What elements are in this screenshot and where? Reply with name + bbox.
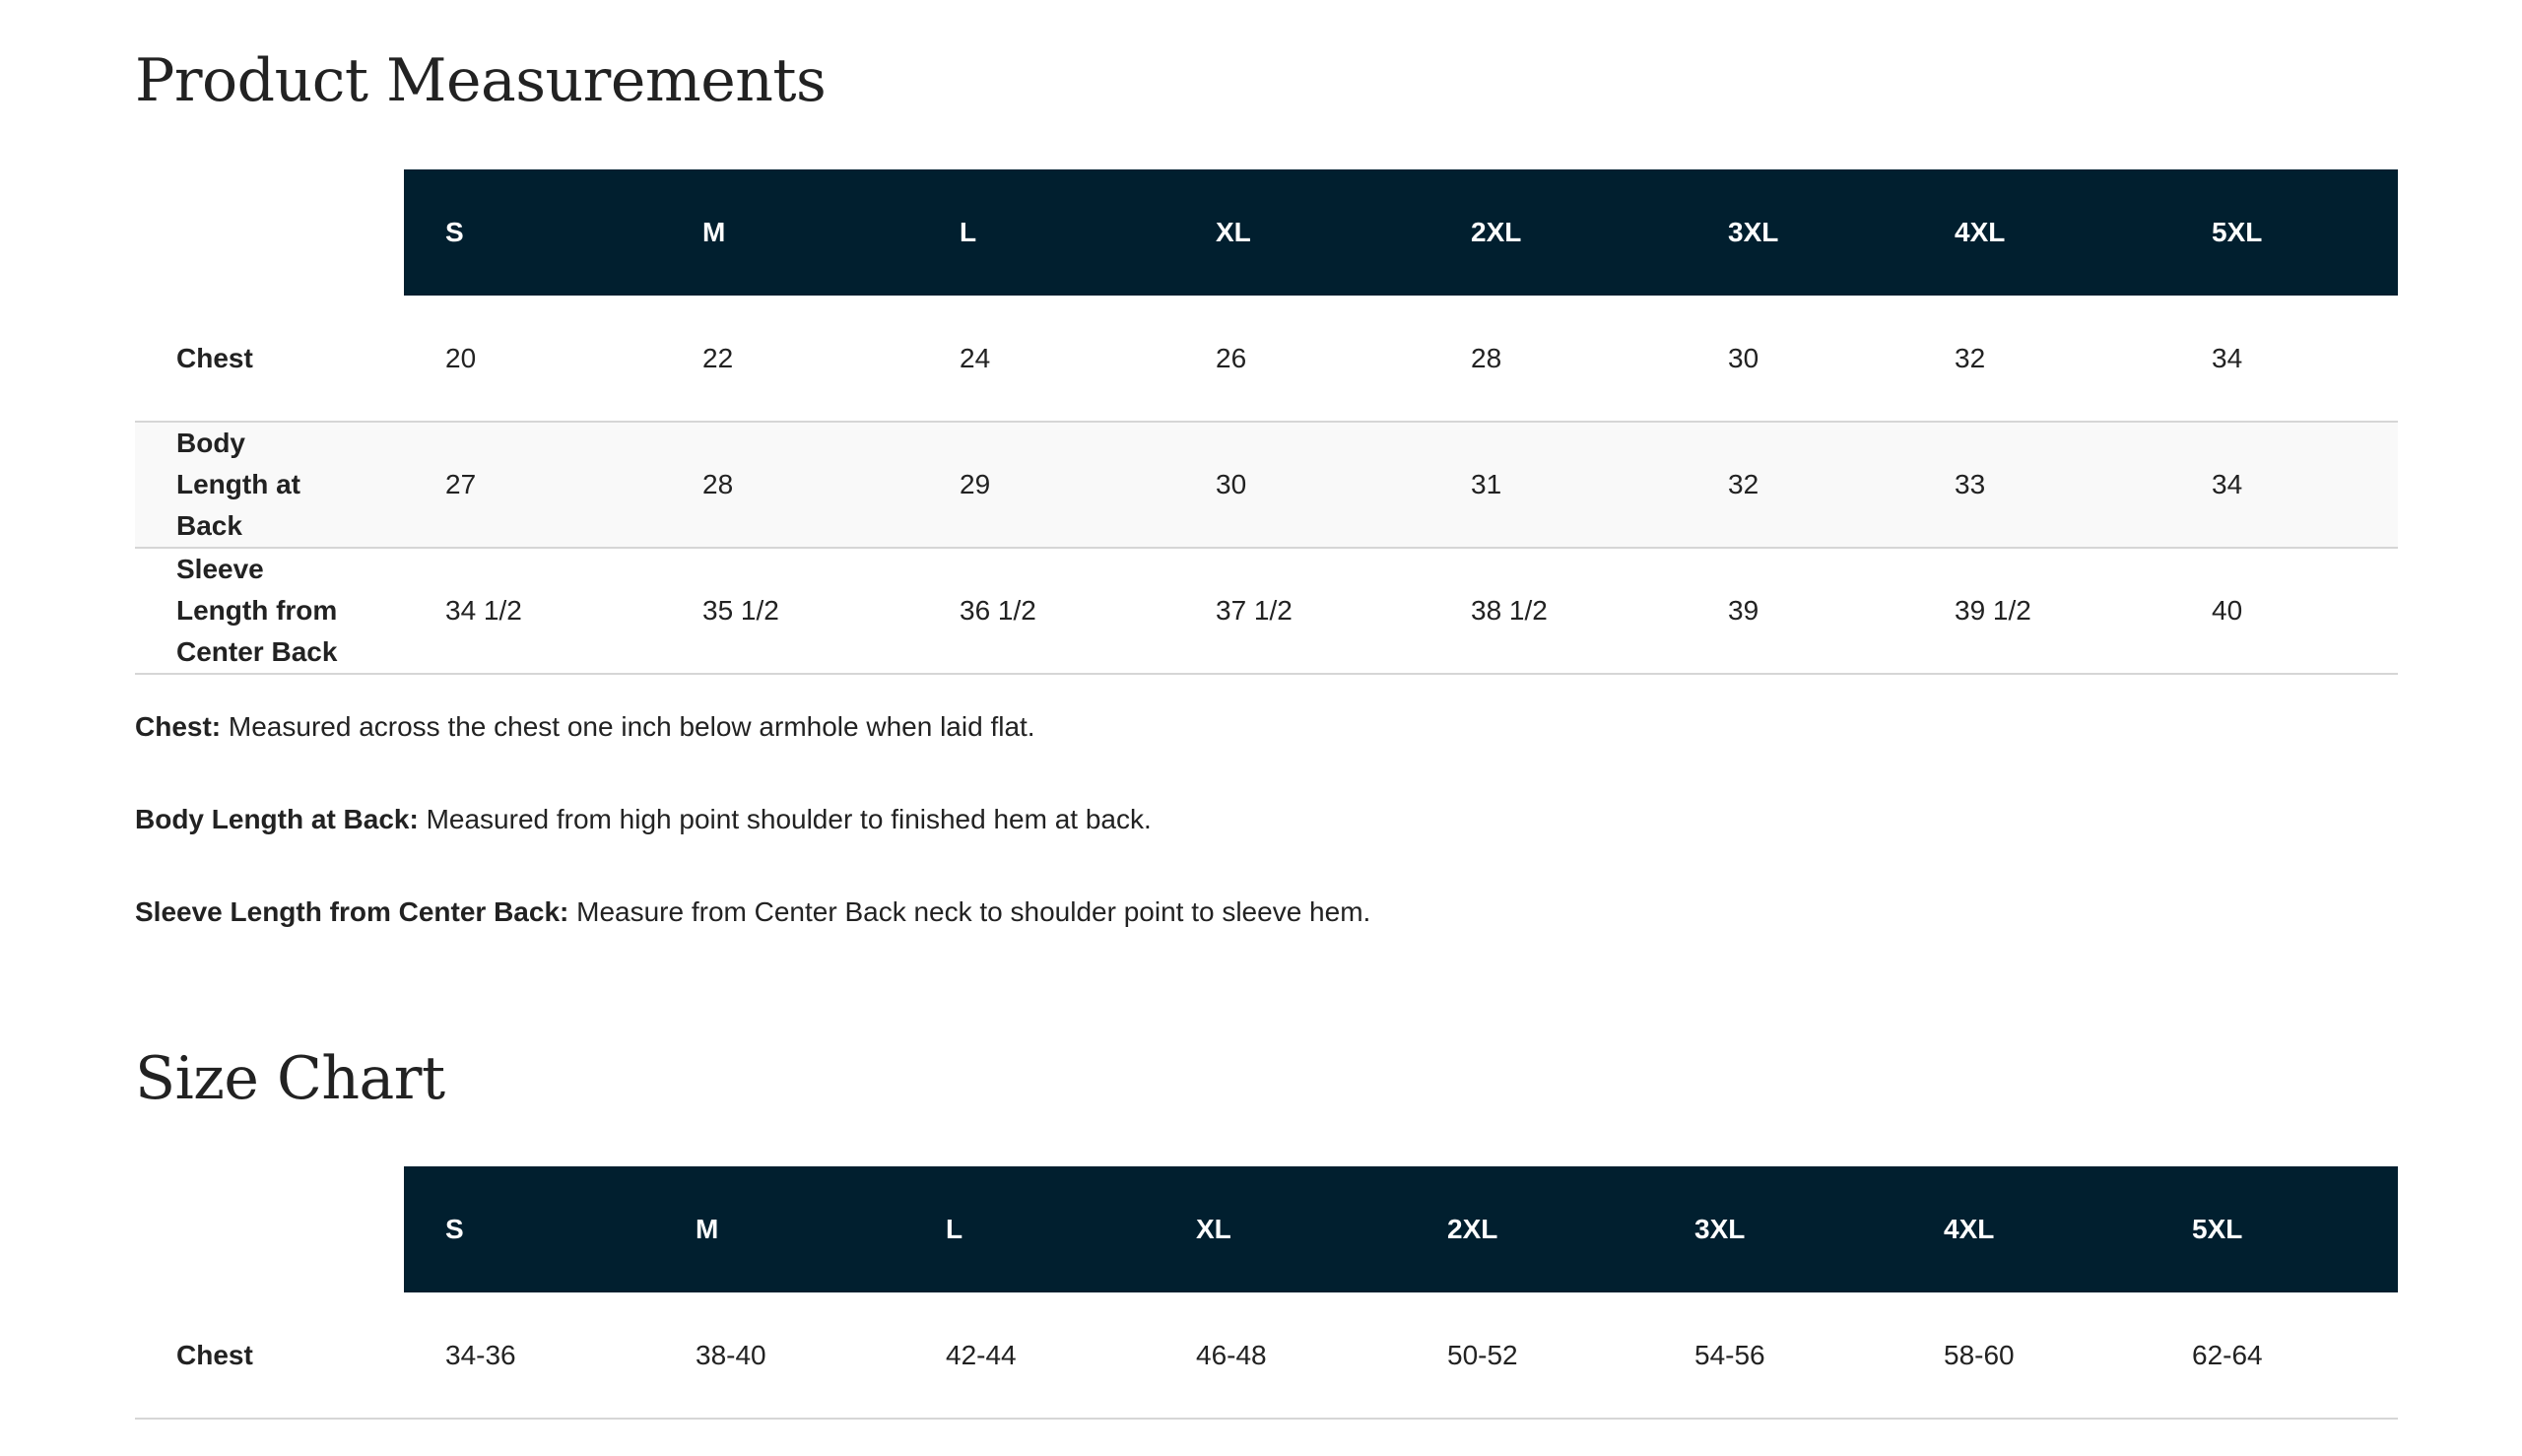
table-cell: 36 1/2: [960, 595, 1036, 626]
note-text: Measured from high point shoulder to finished hem at back.: [418, 804, 1152, 834]
table-cell: 30: [1216, 469, 1247, 499]
size-header-s: S: [404, 1166, 654, 1292]
table-cell: 32: [1728, 469, 1759, 499]
table-cell: 46-48: [1196, 1339, 1267, 1370]
header-corner: [135, 169, 404, 296]
size-header-3xl: 3XL: [1687, 169, 1913, 296]
size-header-m: M: [661, 169, 918, 296]
row-label: Sleeve Length from Center Back: [176, 554, 338, 667]
table-header-row: [135, 169, 2398, 296]
table-cell: 58-60: [1944, 1339, 2015, 1370]
note-chest: [135, 709, 1370, 745]
size-header-xl: XL: [1174, 169, 1429, 296]
note-term: Sleeve Length from Center Back:: [135, 896, 569, 927]
size-header-3xl: 3XL: [1653, 1166, 1902, 1292]
size-header-2xl: 2XL: [1429, 169, 1687, 296]
measurement-notes: [135, 709, 1370, 987]
table-cell: 39 1/2: [1955, 595, 2031, 626]
size-chart-title: Size Chart: [135, 1044, 445, 1113]
table-cell: 54-56: [1694, 1339, 1765, 1370]
table-cell: 20: [445, 342, 477, 373]
table-cell: 26: [1216, 342, 1247, 373]
size-chart-table: [135, 1166, 2398, 1420]
size-header-s: S: [404, 169, 661, 296]
size-header-5xl: 5XL: [2151, 1166, 2398, 1292]
table-row-chest: [135, 296, 2398, 422]
table-cell: 38-40: [696, 1339, 766, 1370]
note-text: Measure from Center Back neck to shoulder point to sleeve hem.: [568, 896, 1371, 927]
size-header-5xl: 5XL: [2170, 169, 2398, 296]
size-header-4xl: 4XL: [1902, 1166, 2151, 1292]
product-measurements-table: [135, 169, 2398, 675]
table-row-chest: [135, 1292, 2398, 1419]
note-term: Body Length at Back:: [135, 804, 419, 834]
table-cell: 42-44: [946, 1339, 1017, 1370]
note-text: Measured across the chest one inch below armhole when laid flat.: [221, 711, 1035, 742]
table-cell: 50-52: [1447, 1339, 1518, 1370]
table-cell: 35 1/2: [702, 595, 779, 626]
table-cell: 29: [960, 469, 991, 499]
table-cell: 37 1/2: [1216, 595, 1293, 626]
size-header-4xl: 4XL: [1913, 169, 2170, 296]
table-cell: 39: [1728, 595, 1759, 626]
table-cell: 28: [1471, 342, 1502, 373]
size-header-2xl: 2XL: [1406, 1166, 1653, 1292]
note-term: Chest:: [135, 711, 222, 742]
table-row-sleeve-length: [135, 548, 2398, 674]
product-measurements-title: Product Measurements: [135, 46, 827, 115]
size-header-l: L: [904, 1166, 1155, 1292]
table-cell: 38 1/2: [1471, 595, 1548, 626]
size-header-m: M: [654, 1166, 904, 1292]
size-header-xl: XL: [1155, 1166, 1406, 1292]
table-cell: 33: [1955, 469, 1986, 499]
table-row-body-length: [135, 422, 2398, 548]
note-body-length: [135, 802, 1370, 837]
row-label: Body Length at Back: [176, 428, 300, 541]
table-cell: 28: [702, 469, 734, 499]
table-cell: 62-64: [2192, 1339, 2263, 1370]
table-cell: 34-36: [445, 1339, 516, 1370]
row-label: Chest: [176, 342, 253, 373]
table-cell: 22: [702, 342, 734, 373]
table-cell: 32: [1955, 342, 1986, 373]
table-cell: 27: [445, 469, 477, 499]
row-label: Chest: [176, 1339, 253, 1370]
table-cell: 40: [2212, 595, 2243, 626]
table-cell: 34: [2212, 342, 2243, 373]
table-cell: 34 1/2: [445, 595, 522, 626]
header-corner: [135, 1166, 404, 1292]
table-cell: 31: [1471, 469, 1502, 499]
size-header-l: L: [918, 169, 1174, 296]
table-cell: 34: [2212, 469, 2243, 499]
table-cell: 30: [1728, 342, 1759, 373]
table-header-row: [135, 1166, 2398, 1292]
note-sleeve-length: [135, 894, 1370, 930]
table-cell: 24: [960, 342, 991, 373]
